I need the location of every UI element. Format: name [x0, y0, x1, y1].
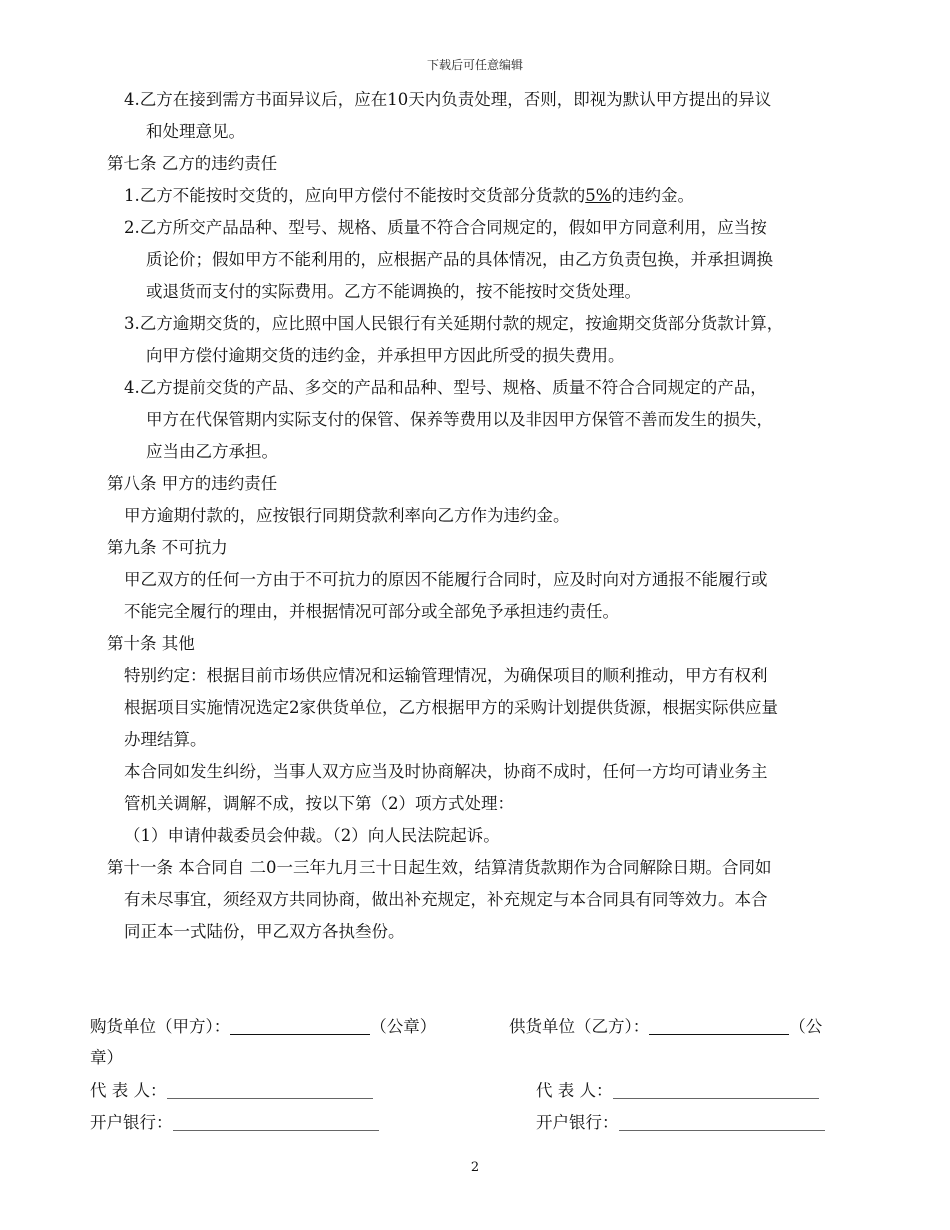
clause-line: 3.乙方逾期交货的，应比照中国人民银行有关延期付款的规定，按逾期交货部分货款计算， [124, 314, 784, 333]
clause-line: 办理结算。 [124, 730, 207, 749]
section-heading: 第十一条 本合同自 二0一三年九月三十日起生效，结算清货款期作为合同解除日期。合同如 [107, 858, 772, 877]
clause-line: 特别约定：根据目前市场供应情况和运输管理情况，为确保项目的顺利推动，甲方有权利 [124, 666, 768, 685]
seller-name-field[interactable] [649, 1016, 789, 1035]
clause-line: 甲乙双方的任何一方由于不可抗力的原因不能履行合同时，应及时向对方通报不能履行或 [124, 570, 768, 589]
seller-representative-line [536, 1080, 819, 1101]
clause-line: 向甲方偿付逾期交货的违约金，并承担甲方因此所受的损失费用。 [146, 346, 625, 365]
section-heading: 第七条 乙方的违约责任 [107, 154, 278, 173]
seller-bank-line [536, 1112, 825, 1133]
clause-line [124, 186, 694, 206]
clause-line: 4.乙方提前交货的产品、多交的产品和品种、型号、规格、质量不符合合同规定的产品， [124, 378, 767, 397]
buyer-line [90, 1016, 436, 1037]
penalty-rate: 5% [585, 186, 612, 205]
clause-line: 和处理意见。 [146, 122, 245, 141]
bank-label: 开户银行： [90, 1113, 173, 1132]
page-number: 2 [470, 1160, 480, 1175]
representative-label: 代 表 人： [536, 1081, 613, 1100]
clause-line: 质论价；假如甲方不能利用的，应根据产品的具体情况，由乙方负责包换，并承担调换 [146, 250, 773, 269]
clause-line: 本合同如发生纠纷，当事人双方应当及时协商解决，协商不成时，任何一方均可请业务主 [124, 762, 768, 781]
section-heading: 第九条 不可抗力 [107, 538, 228, 557]
seller-line [509, 1016, 822, 1037]
buyer-name-field[interactable] [230, 1016, 370, 1035]
clause-text: 1.乙方不能按时交货的，应向甲方偿付不能按时交货部分货款的 [124, 186, 586, 205]
section-heading: 第八条 甲方的违约责任 [107, 474, 278, 493]
seller-seal: （公 [789, 1017, 823, 1036]
seller-bank-field[interactable] [619, 1112, 825, 1131]
buyer-representative-field[interactable] [167, 1080, 373, 1099]
seller-label: 供货单位（乙方）： [509, 1017, 650, 1036]
buyer-representative-line [90, 1080, 373, 1101]
seller-representative-field[interactable] [613, 1080, 819, 1099]
page-header: 下载后可任意编辑 [426, 58, 523, 72]
seller-seal-continued: 章） [90, 1048, 123, 1067]
buyer-seal: （公章） [370, 1017, 437, 1036]
representative-label: 代 表 人： [90, 1081, 167, 1100]
clause-line: 2.乙方所交产品品种、型号、规格、质量不符合合同规定的，假如甲方同意利用，应当按 [124, 218, 767, 237]
clause-line: 甲方在代保管期内实际支付的保管、保养等费用以及非因甲方保管不善而发生的损失， [146, 410, 773, 429]
bank-label: 开户银行： [536, 1113, 619, 1132]
clause-line: 管机关调解，调解不成，按以下第（2）项方式处理： [124, 794, 514, 813]
clause-line: 应当由乙方承担。 [146, 442, 278, 461]
clause-line: 不能完全履行的理由，并根据情况可部分或全部免予承担违约责任。 [124, 602, 619, 621]
section-heading: 第十条 其他 [107, 634, 195, 653]
clause-line: （1）申请仲裁委员会仲裁。（2）向人民法院起诉。 [124, 826, 500, 845]
clause-line: 4.乙方在接到需方书面异议后，应在10天内负责处理，否则，即视为默认甲方提出的异议 [124, 90, 772, 109]
buyer-label: 购货单位（甲方）： [90, 1017, 231, 1036]
clause-line: 或退货而支付的实际费用。乙方不能调换的，按不能按时交货处理。 [146, 282, 641, 301]
buyer-bank-line [90, 1112, 379, 1133]
buyer-bank-field[interactable] [173, 1112, 379, 1131]
clause-line: 根据项目实施情况选定2家供货单位，乙方根据甲方的采购计划提供货源，根据实际供应量 [124, 698, 778, 717]
clause-line: 有未尽事宜，须经双方共同协商，做出补充规定，补充规定与本合同具有同等效力。本合 [124, 890, 768, 909]
clause-line: 同正本一式陆份，甲乙双方各执叁份。 [124, 922, 405, 941]
clause-text: 的违约金。 [611, 186, 694, 205]
clause-line: 甲方逾期付款的，应按银行同期贷款利率向乙方作为违约金。 [124, 506, 570, 525]
